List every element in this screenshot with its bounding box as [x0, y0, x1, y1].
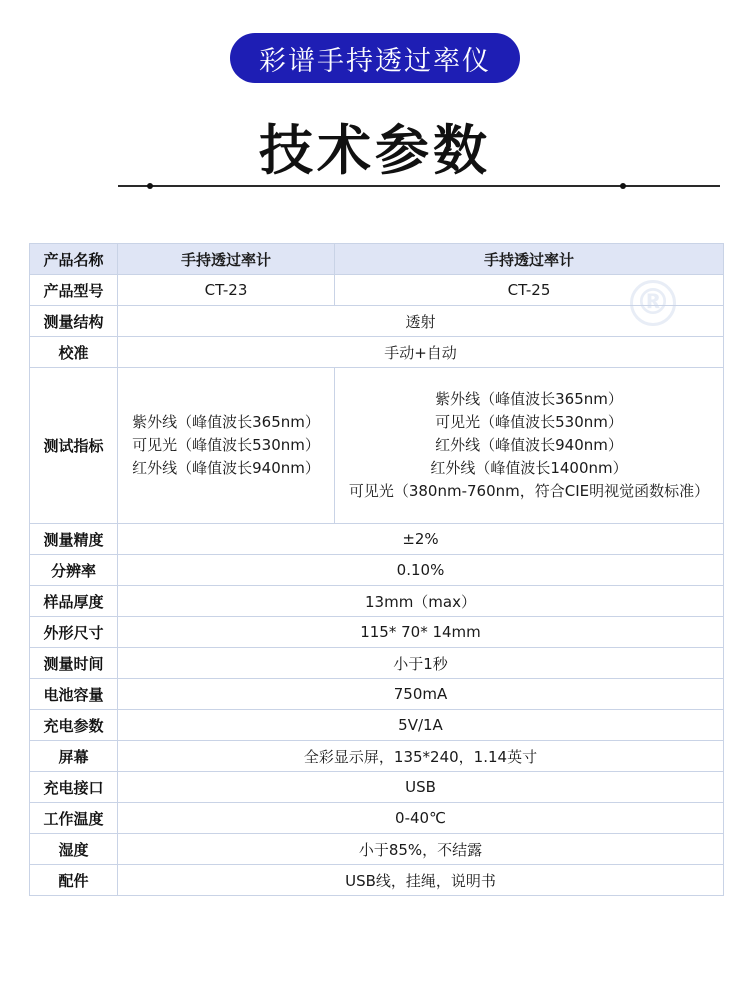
table-row	[30, 648, 724, 679]
table-row	[30, 524, 724, 555]
indicators-ct23	[118, 368, 335, 524]
divider-dot-right	[620, 183, 626, 189]
row-value: 0.10%	[118, 555, 724, 586]
banner-title: 彩谱手持透过率仪	[259, 45, 491, 77]
table-row-structure	[30, 306, 724, 337]
row-label: 产品名称	[30, 244, 118, 275]
indicator-line: 可见光（380nm-760nm，符合CIE明视觉函数标准）	[348, 482, 710, 500]
row-label: 外形尺寸	[30, 617, 118, 648]
row-label: 测试指标	[30, 368, 118, 524]
row-label: 测量精度	[30, 524, 118, 555]
indicator-line: 紫外线（峰值波长365nm）	[435, 390, 623, 408]
table-header-row	[30, 244, 724, 275]
row-label: 测量结构	[30, 306, 118, 337]
divider-dot-left	[147, 183, 153, 189]
table-row	[30, 865, 724, 896]
row-label: 分辨率	[30, 555, 118, 586]
row-label: 屏幕	[30, 741, 118, 772]
table-row-calibration	[30, 337, 724, 368]
table-row	[30, 803, 724, 834]
product-title-banner	[230, 33, 520, 83]
row-value: ±2%	[118, 524, 724, 555]
indicators-ct25	[335, 368, 724, 524]
indicator-line: 紫外线（峰值波长365nm）	[132, 413, 320, 431]
table-row	[30, 710, 724, 741]
registered-mark-icon: ®	[630, 280, 676, 326]
row-value: 115* 70* 14mm	[118, 617, 724, 648]
header-cell-ct25: 手持透过率计	[335, 244, 724, 275]
table-row-model	[30, 275, 724, 306]
row-value: 透射	[118, 306, 724, 337]
row-value: USB	[118, 772, 724, 803]
row-label: 电池容量	[30, 679, 118, 710]
table-row	[30, 555, 724, 586]
row-label: 充电接口	[30, 772, 118, 803]
indicator-line: 可见光（峰值波长530nm）	[435, 413, 623, 431]
table-row	[30, 741, 724, 772]
title-divider	[118, 185, 720, 187]
row-label: 工作温度	[30, 803, 118, 834]
row-label: 产品型号	[30, 275, 118, 306]
row-label: 测量时间	[30, 648, 118, 679]
indicator-line: 可见光（峰值波长530nm）	[132, 436, 320, 454]
indicator-line: 红外线（峰值波长940nm）	[435, 436, 623, 454]
header-cell-ct23: 手持透过率计	[118, 244, 335, 275]
row-value: 小于1秒	[118, 648, 724, 679]
row-value: 13mm（max）	[118, 586, 724, 617]
row-label: 样品厚度	[30, 586, 118, 617]
table-row	[30, 834, 724, 865]
spec-table	[29, 243, 724, 896]
row-label: 配件	[30, 865, 118, 896]
indicator-line: 红外线（峰值波长1400nm）	[430, 459, 628, 477]
row-value: 5V/1A	[118, 710, 724, 741]
page-title: 技术参数	[259, 119, 491, 182]
indicator-line: 红外线（峰值波长940nm）	[132, 459, 320, 477]
model-ct23: CT-23	[118, 275, 335, 306]
table-row	[30, 586, 724, 617]
row-value: 小于85%，不结露	[118, 834, 724, 865]
table-row	[30, 679, 724, 710]
row-value: 全彩显示屏，135*240，1.14英寸	[118, 741, 724, 772]
row-label: 充电参数	[30, 710, 118, 741]
row-value: 750mA	[118, 679, 724, 710]
table-row	[30, 617, 724, 648]
table-row-indicators	[30, 368, 724, 524]
model-ct25: CT-25	[335, 275, 724, 306]
row-label: 湿度	[30, 834, 118, 865]
row-value: 手动+自动	[118, 337, 724, 368]
row-label: 校准	[30, 337, 118, 368]
row-value: USB线，挂绳，说明书	[118, 865, 724, 896]
row-value: 0-40℃	[118, 803, 724, 834]
table-row	[30, 772, 724, 803]
